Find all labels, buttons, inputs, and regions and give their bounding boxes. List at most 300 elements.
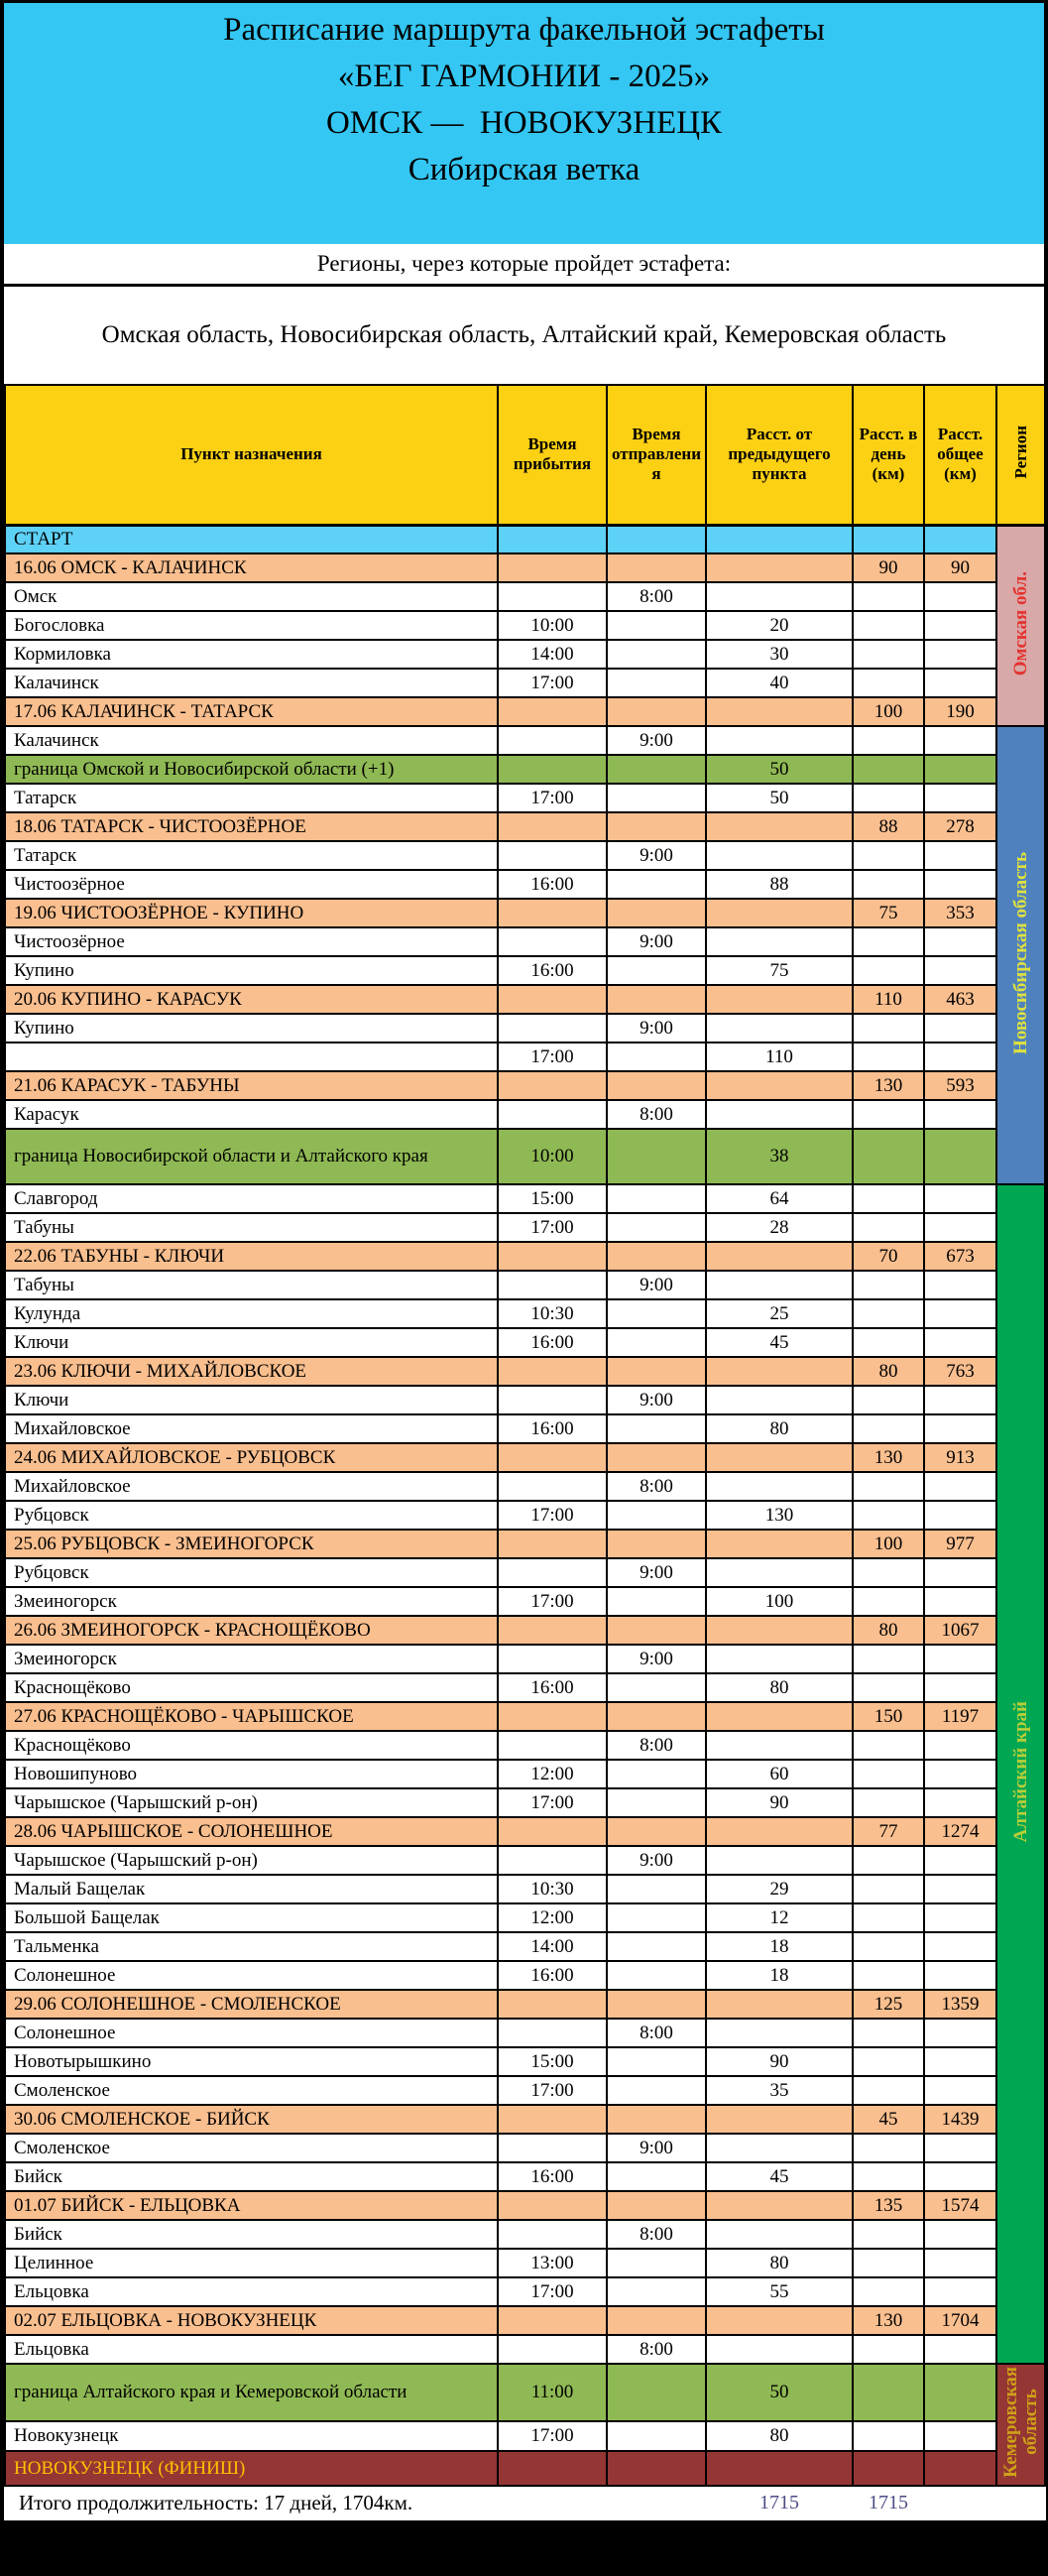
cell-dist-total xyxy=(924,956,996,985)
region-label xyxy=(996,525,1045,726)
cell-dist-total xyxy=(924,784,996,812)
cell-arrival xyxy=(498,2019,607,2047)
cell-dist-day xyxy=(853,2335,924,2364)
cell-arrival xyxy=(498,841,607,870)
cell-dist-prev: 40 xyxy=(706,669,853,697)
cell-arrival xyxy=(498,2191,607,2220)
cell-departure xyxy=(607,870,706,899)
cell-dist-day: 135 xyxy=(853,2191,924,2220)
cell-departure xyxy=(607,1587,706,1616)
branch-name: Сибирская ветка xyxy=(408,152,640,187)
cell-arrival xyxy=(498,697,607,726)
cell-dist-prev: 80 xyxy=(706,1414,853,1443)
cell-dist-day xyxy=(853,1472,924,1501)
table-row xyxy=(5,784,1045,812)
cell-departure xyxy=(607,2249,706,2277)
cell-dist-total xyxy=(924,1129,996,1184)
cell-departure: 8:00 xyxy=(607,2220,706,2249)
table-row xyxy=(5,697,1045,726)
cell-dist-total xyxy=(924,669,996,697)
cell-dist-day xyxy=(853,1932,924,1961)
cell-departure: 9:00 xyxy=(607,1558,706,1587)
col-header-region: Регион xyxy=(996,385,1045,525)
cell-destination: Ельцовка xyxy=(5,2277,498,2306)
cell-departure xyxy=(607,611,706,640)
cell-destination: Большой Бащелак xyxy=(5,1903,498,1932)
totals-empty-2 xyxy=(996,2486,1045,2520)
cell-dist-prev xyxy=(706,1472,853,1501)
cell-dist-prev: 64 xyxy=(706,1184,853,1213)
cell-dist-total xyxy=(924,1760,996,1788)
cell-dist-prev: 45 xyxy=(706,1328,853,1357)
cell-destination: Смоленское xyxy=(5,2076,498,2105)
cell-destination: Купино xyxy=(5,956,498,985)
cell-destination: 23.06 КЛЮЧИ - МИХАЙЛОВСКОЕ xyxy=(5,1357,498,1386)
cell-dist-day xyxy=(853,726,924,755)
cell-destination: Чистоозёрное xyxy=(5,870,498,899)
table-row xyxy=(5,1702,1045,1731)
cell-destination: Ключи xyxy=(5,1328,498,1357)
cell-dist-total xyxy=(924,2162,996,2191)
cell-destination: СТАРТ xyxy=(5,525,498,553)
cell-destination: 17.06 КАЛАЧИНСК - ТАТАРСК xyxy=(5,697,498,726)
cell-arrival xyxy=(498,1558,607,1587)
cell-dist-day: 45 xyxy=(853,2105,924,2134)
cell-destination: НОВОКУЗНЕЦК (ФИНИШ) xyxy=(5,2451,498,2485)
cell-dist-total xyxy=(924,1043,996,1071)
table-row xyxy=(5,1328,1045,1357)
cell-dist-day: 110 xyxy=(853,985,924,1014)
cell-dist-day xyxy=(853,1731,924,1760)
regions-list: Омская область, Новосибирская область, Алтайский край, Кемеровская область xyxy=(4,287,1044,384)
cell-destination: Кулунда xyxy=(5,1299,498,1328)
cell-departure xyxy=(607,1961,706,1990)
cell-arrival xyxy=(498,1702,607,1731)
cell-destination: Ключи xyxy=(5,1386,498,1414)
cell-arrival xyxy=(498,1846,607,1875)
cell-arrival: 16:00 xyxy=(498,1961,607,1990)
cell-departure xyxy=(607,2306,706,2335)
cell-departure xyxy=(607,669,706,697)
table-row xyxy=(5,2076,1045,2105)
table-row xyxy=(5,956,1045,985)
table-row xyxy=(5,899,1045,927)
cell-destination: Чистоозёрное xyxy=(5,927,498,956)
cell-departure: 9:00 xyxy=(607,2134,706,2162)
cell-dist-total: 1359 xyxy=(924,1990,996,2019)
cell-departure xyxy=(607,553,706,582)
cell-dist-day xyxy=(853,2220,924,2249)
cell-dist-total xyxy=(924,1846,996,1875)
cell-departure xyxy=(607,784,706,812)
cell-dist-prev xyxy=(706,1357,853,1386)
cell-dist-prev xyxy=(706,1271,853,1299)
cell-dist-total xyxy=(924,1299,996,1328)
cell-destination: 19.06 ЧИСТООЗЁРНОЕ - КУПИНО xyxy=(5,899,498,927)
cell-dist-day xyxy=(853,2277,924,2306)
cell-departure: 9:00 xyxy=(607,1271,706,1299)
cell-destination: Солонешное xyxy=(5,2019,498,2047)
col-header-departure: Время отправления xyxy=(607,385,706,525)
cell-destination: 29.06 СОЛОНЕШНОЕ - СМОЛЕНСКОЕ xyxy=(5,1990,498,2019)
table-row xyxy=(5,1990,1045,2019)
cell-dist-day xyxy=(853,2421,924,2451)
cell-departure xyxy=(607,2047,706,2076)
table-row xyxy=(5,1014,1045,1043)
cell-dist-day xyxy=(853,669,924,697)
cell-departure xyxy=(607,1788,706,1817)
cell-departure xyxy=(607,1616,706,1645)
cell-dist-day xyxy=(853,2249,924,2277)
cell-dist-prev: 35 xyxy=(706,2076,853,2105)
cell-arrival xyxy=(498,755,607,784)
region-label-text: Омская обл. xyxy=(1009,570,1031,675)
cell-departure xyxy=(607,1817,706,1846)
cell-destination: Чарышское (Чарышский р-он) xyxy=(5,1846,498,1875)
cell-dist-total xyxy=(924,1014,996,1043)
cell-arrival xyxy=(498,525,607,553)
cell-destination: граница Новосибирской области и Алтайского края xyxy=(5,1129,498,1184)
table-row xyxy=(5,870,1045,899)
totals-dist-day: 1715 xyxy=(853,2486,924,2520)
cell-destination: Новошипуново xyxy=(5,1760,498,1788)
cell-dist-total xyxy=(924,1932,996,1961)
cell-departure xyxy=(607,2076,706,2105)
cell-arrival xyxy=(498,2220,607,2249)
cell-destination: Змеиногорск xyxy=(5,1645,498,1673)
regions-note: Регионы, через которые пройдет эстафета: xyxy=(4,244,1044,287)
cell-dist-day xyxy=(853,1184,924,1213)
cell-arrival xyxy=(498,985,607,1014)
cell-departure xyxy=(607,755,706,784)
table-row xyxy=(5,1875,1045,1903)
cell-arrival xyxy=(498,2335,607,2364)
cell-dist-prev: 90 xyxy=(706,2047,853,2076)
cell-departure: 8:00 xyxy=(607,2335,706,2364)
cell-dist-total xyxy=(924,1100,996,1129)
cell-dist-day: 130 xyxy=(853,1443,924,1472)
cell-dist-total: 763 xyxy=(924,1357,996,1386)
cell-dist-total xyxy=(924,2076,996,2105)
cell-dist-prev xyxy=(706,812,853,841)
table-row xyxy=(5,2277,1045,2306)
cell-dist-day xyxy=(853,927,924,956)
cell-arrival xyxy=(498,1990,607,2019)
cell-departure: 9:00 xyxy=(607,1846,706,1875)
cell-departure: 8:00 xyxy=(607,1100,706,1129)
cell-arrival xyxy=(498,1100,607,1129)
cell-dist-prev: 50 xyxy=(706,755,853,784)
cell-arrival: 11:00 xyxy=(498,2364,607,2421)
table-row xyxy=(5,2162,1045,2191)
cell-departure xyxy=(607,1530,706,1558)
table-row xyxy=(5,1386,1045,1414)
cell-dist-prev xyxy=(706,1616,853,1645)
cell-dist-total xyxy=(924,640,996,669)
cell-dist-prev xyxy=(706,1014,853,1043)
cell-destination: 26.06 ЗМЕИНОГОРСК - КРАСНОЩЁКОВО xyxy=(5,1616,498,1645)
cell-dist-total: 90 xyxy=(924,553,996,582)
cell-destination: Рубцовск xyxy=(5,1558,498,1587)
totals-dist-prev: 1715 xyxy=(706,2486,853,2520)
cell-destination: Новотырышкино xyxy=(5,2047,498,2076)
table-row xyxy=(5,582,1045,611)
table-row xyxy=(5,2335,1045,2364)
region-label xyxy=(996,2364,1045,2486)
cell-dist-day xyxy=(853,841,924,870)
cell-arrival: 16:00 xyxy=(498,2162,607,2191)
totals-empty-1 xyxy=(924,2486,996,2520)
cell-dist-prev xyxy=(706,927,853,956)
table-row xyxy=(5,1414,1045,1443)
cell-dist-total xyxy=(924,1271,996,1299)
cell-departure: 8:00 xyxy=(607,2019,706,2047)
col-header-arrival: Время прибытия xyxy=(498,385,607,525)
region-label-text: Алтайский край xyxy=(1009,1700,1031,1843)
table-row xyxy=(5,1184,1045,1213)
cell-arrival xyxy=(498,1530,607,1558)
cell-dist-prev xyxy=(706,726,853,755)
cell-dist-prev xyxy=(706,1846,853,1875)
cell-destination: Татарск xyxy=(5,784,498,812)
cell-dist-day xyxy=(853,1558,924,1587)
cell-destination: 21.06 КАРАСУК - ТАБУНЫ xyxy=(5,1071,498,1100)
cell-arrival: 10:00 xyxy=(498,1129,607,1184)
cell-dist-prev xyxy=(706,2335,853,2364)
cell-destination: Солонешное xyxy=(5,1961,498,1990)
cell-departure xyxy=(607,1071,706,1100)
cell-dist-prev: 28 xyxy=(706,1213,853,1242)
cell-dist-total xyxy=(924,2134,996,2162)
cell-destination: 30.06 СМОЛЕНСКОЕ - БИЙСК xyxy=(5,2105,498,2134)
cell-destination xyxy=(5,1043,498,1071)
cell-arrival: 10:30 xyxy=(498,1875,607,1903)
table-row xyxy=(5,1788,1045,1817)
cell-dist-total: 463 xyxy=(924,985,996,1014)
cell-dist-total xyxy=(924,1961,996,1990)
cell-destination: 18.06 ТАТАРСК - ЧИСТООЗЁРНОЕ xyxy=(5,812,498,841)
cell-departure: 9:00 xyxy=(607,1386,706,1414)
cell-dist-prev xyxy=(706,1530,853,1558)
cell-dist-day: 150 xyxy=(853,1702,924,1731)
cell-destination: Калачинск xyxy=(5,669,498,697)
cell-dist-prev xyxy=(706,1071,853,1100)
cell-dist-total xyxy=(924,1587,996,1616)
cell-dist-total xyxy=(924,1501,996,1530)
table-row xyxy=(5,1271,1045,1299)
cell-dist-day xyxy=(853,755,924,784)
cell-destination: Малый Бащелак xyxy=(5,1875,498,1903)
cell-dist-prev xyxy=(706,841,853,870)
table-row xyxy=(5,2451,1045,2485)
cell-arrival: 16:00 xyxy=(498,1328,607,1357)
cell-dist-total: 977 xyxy=(924,1530,996,1558)
cell-arrival: 17:00 xyxy=(498,784,607,812)
cell-dist-prev xyxy=(706,2134,853,2162)
cell-departure: 9:00 xyxy=(607,1645,706,1673)
cell-dist-prev xyxy=(706,582,853,611)
cell-destination: Табуны xyxy=(5,1271,498,1299)
cell-dist-day xyxy=(853,1673,924,1702)
table-row xyxy=(5,611,1045,640)
table-row xyxy=(5,1472,1045,1501)
table-row xyxy=(5,1817,1045,1846)
table-row xyxy=(5,640,1045,669)
cell-dist-prev: 38 xyxy=(706,1129,853,1184)
cell-destination: Бийск xyxy=(5,2162,498,2191)
table-row xyxy=(5,985,1045,1014)
table-footer xyxy=(5,2486,1045,2520)
cell-dist-prev: 60 xyxy=(706,1760,853,1788)
cell-destination: Новокузнецк xyxy=(5,2421,498,2451)
col-header-dist-prev: Расст. от предыдущего пункта xyxy=(706,385,853,525)
table-row xyxy=(5,2191,1045,2220)
cell-arrival xyxy=(498,553,607,582)
region-label xyxy=(996,1184,1045,2364)
cell-destination: Змеиногорск xyxy=(5,1587,498,1616)
cell-dist-prev: 50 xyxy=(706,2364,853,2421)
table-header xyxy=(5,385,1045,525)
cell-departure: 8:00 xyxy=(607,1472,706,1501)
cell-departure: 8:00 xyxy=(607,582,706,611)
cell-arrival: 12:00 xyxy=(498,1760,607,1788)
cell-departure xyxy=(607,985,706,1014)
cell-destination: 28.06 ЧАРЫШСКОЕ - СОЛОНЕШНОЕ xyxy=(5,1817,498,1846)
cell-dist-total: 1574 xyxy=(924,2191,996,2220)
cell-departure xyxy=(607,640,706,669)
table-row xyxy=(5,1043,1045,1071)
cell-dist-total: 1274 xyxy=(924,1817,996,1846)
cell-departure xyxy=(607,1357,706,1386)
cell-departure xyxy=(607,1184,706,1213)
cell-destination: Карасук xyxy=(5,1100,498,1129)
cell-dist-day xyxy=(853,1760,924,1788)
cell-arrival: 13:00 xyxy=(498,2249,607,2277)
cell-dist-prev xyxy=(706,2191,853,2220)
cell-dist-prev xyxy=(706,2019,853,2047)
cell-destination: Ельцовка xyxy=(5,2335,498,2364)
cell-destination: Целинное xyxy=(5,2249,498,2277)
cell-dist-day: 130 xyxy=(853,2306,924,2335)
table-row xyxy=(5,2421,1045,2451)
header-row xyxy=(5,385,1045,525)
cell-dist-total xyxy=(924,582,996,611)
cell-arrival: 16:00 xyxy=(498,1414,607,1443)
cell-destination: 25.06 РУБЦОВСК - ЗМЕИНОГОРСК xyxy=(5,1530,498,1558)
cell-dist-prev: 130 xyxy=(706,1501,853,1530)
cell-departure xyxy=(607,1932,706,1961)
cell-dist-day xyxy=(853,1328,924,1357)
cell-dist-total: 1067 xyxy=(924,1616,996,1645)
title-banner xyxy=(4,3,1044,244)
cell-departure xyxy=(607,956,706,985)
cell-dist-total xyxy=(924,1875,996,1903)
cell-dist-day xyxy=(853,1961,924,1990)
cell-dist-day xyxy=(853,1645,924,1673)
cell-destination: Рубцовск xyxy=(5,1501,498,1530)
cell-arrival: 17:00 xyxy=(498,1043,607,1071)
cell-dist-total xyxy=(924,2364,996,2421)
cell-dist-total xyxy=(924,755,996,784)
cell-dist-day xyxy=(853,956,924,985)
cell-departure xyxy=(607,1702,706,1731)
cell-dist-day: 75 xyxy=(853,899,924,927)
cell-dist-total xyxy=(924,1386,996,1414)
cell-departure xyxy=(607,2451,706,2485)
cell-arrival xyxy=(498,899,607,927)
cell-arrival xyxy=(498,582,607,611)
cell-arrival xyxy=(498,1443,607,1472)
cell-dist-total xyxy=(924,1472,996,1501)
cell-dist-prev xyxy=(706,1702,853,1731)
cell-dist-day: 77 xyxy=(853,1817,924,1846)
table-row xyxy=(5,1673,1045,1702)
cell-dist-prev xyxy=(706,1558,853,1587)
table-row xyxy=(5,2105,1045,2134)
cell-dist-prev xyxy=(706,1100,853,1129)
cell-destination: Табуны xyxy=(5,1213,498,1242)
cell-dist-day xyxy=(853,1129,924,1184)
cell-destination: граница Алтайского края и Кемеровской области xyxy=(5,2364,498,2421)
cell-departure xyxy=(607,1501,706,1530)
cell-dist-day xyxy=(853,1414,924,1443)
cell-arrival: 17:00 xyxy=(498,2421,607,2451)
cell-departure xyxy=(607,1328,706,1357)
cell-dist-total xyxy=(924,1213,996,1242)
table-row xyxy=(5,1357,1045,1386)
cell-departure: 9:00 xyxy=(607,726,706,755)
cell-destination: 20.06 КУПИНО - КАРАСУК xyxy=(5,985,498,1014)
cell-departure xyxy=(607,2364,706,2421)
cell-departure xyxy=(607,1043,706,1071)
cell-arrival xyxy=(498,726,607,755)
table-row xyxy=(5,1558,1045,1587)
cell-dist-prev: 100 xyxy=(706,1587,853,1616)
cell-dist-prev xyxy=(706,2105,853,2134)
cell-dist-day xyxy=(853,1903,924,1932)
cell-dist-prev: 18 xyxy=(706,1961,853,1990)
cell-departure xyxy=(607,1760,706,1788)
cell-dist-prev: 50 xyxy=(706,784,853,812)
cell-dist-total xyxy=(924,2047,996,2076)
cell-dist-day xyxy=(853,784,924,812)
table-row xyxy=(5,1616,1045,1645)
cell-dist-total xyxy=(924,1328,996,1357)
cell-departure xyxy=(607,1875,706,1903)
cell-destination: граница Омской и Новосибирской области (+1) xyxy=(5,755,498,784)
cell-dist-prev xyxy=(706,1242,853,1271)
cell-arrival: 10:00 xyxy=(498,611,607,640)
cell-dist-day xyxy=(853,2451,924,2485)
cell-departure xyxy=(607,899,706,927)
cell-departure xyxy=(607,1299,706,1328)
cell-dist-day: 80 xyxy=(853,1616,924,1645)
cell-destination: Чарышское (Чарышский р-он) xyxy=(5,1788,498,1817)
cell-destination: Славгород xyxy=(5,1184,498,1213)
page-title: Расписание маршрута факельной эстафеты xyxy=(223,12,825,48)
col-header-dist-day: Расст. в день (км) xyxy=(853,385,924,525)
table-row xyxy=(5,726,1045,755)
cell-departure: 8:00 xyxy=(607,1731,706,1760)
cell-dist-day xyxy=(853,1386,924,1414)
cell-destination: 24.06 МИХАЙЛОВСКОЕ - РУБЦОВСК xyxy=(5,1443,498,1472)
cell-arrival xyxy=(498,1242,607,1271)
cell-dist-day xyxy=(853,2364,924,2421)
table-row xyxy=(5,1071,1045,1100)
cell-dist-day xyxy=(853,2076,924,2105)
cell-destination: 02.07 ЕЛЬЦОВКА - НОВОКУЗНЕЦК xyxy=(5,2306,498,2335)
cell-dist-total: 1197 xyxy=(924,1702,996,1731)
